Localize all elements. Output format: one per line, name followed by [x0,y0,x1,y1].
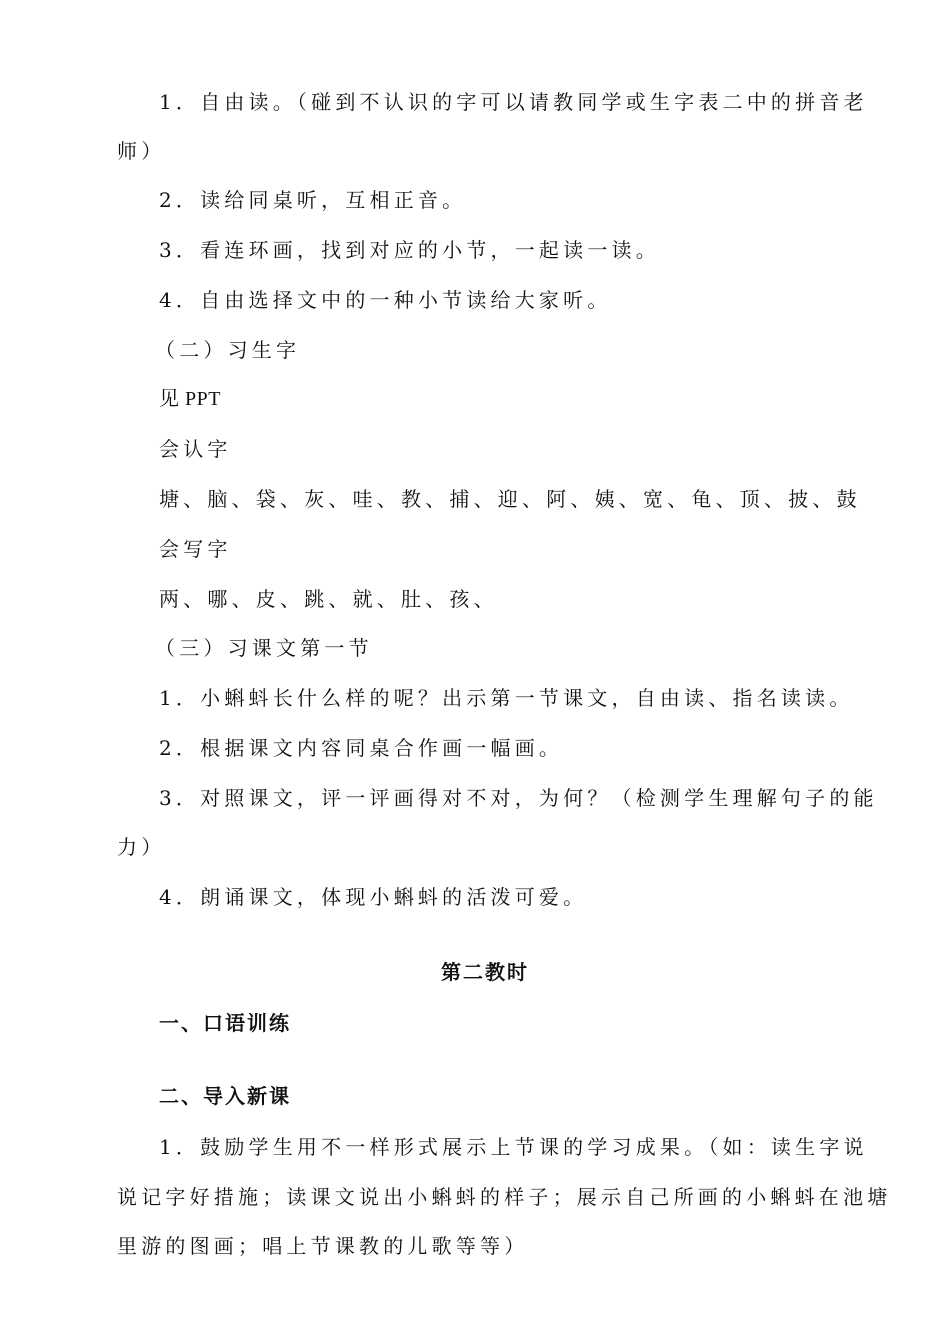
paragraph-line: 3．对照课文，评一评画得对不对，为何？（检测学生理解句子的能 [159,786,878,810]
paragraph-line: 见 PPT [159,388,221,410]
character-list: 两、哪、皮、跳、就、肚、孩、 [159,587,498,611]
section-heading: 二、导入新课 [159,1084,291,1108]
paragraph-line: 3．看连环画，找到对应的小节，一起读一读。 [159,238,660,262]
paragraph-line: 1．自由读。（碰到不认识的字可以请教同学或生字表二中的拼音老 [159,90,868,114]
paragraph-line: 1．鼓励学生用不一样形式展示上节课的学习成果。（如：读生字说 [159,1135,868,1159]
section-heading: （三）习课文第一节 [155,636,373,660]
paragraph-line: 会写字 [159,537,232,561]
paragraph-line: 说记字好措施；读课文说出小蝌蚪的样子；展示自己所画的小蝌蚪在池塘 [117,1185,892,1209]
paragraph-line: 里游的图画；唱上节课教的儿歌等等） [117,1234,529,1258]
paragraph-line: 1．小蝌蚪长什么样的呢？出示第一节课文，自由读、指名读读。 [159,686,854,710]
paragraph-line: 会认字 [159,437,232,461]
paragraph-line: 力） [117,835,166,859]
character-list: 塘、脑、袋、灰、哇、教、捕、迎、阿、姨、宽、龟、顶、披、鼓 [159,487,861,511]
paragraph-line: 4．朗诵课文，体现小蝌蚪的活泼可爱。 [159,885,588,909]
section-heading: （二）习生字 [155,338,301,362]
paragraph-line: 师） [117,139,166,163]
section-heading: 一、口语训练 [159,1011,291,1035]
paragraph-line: 2．根据课文内容同桌合作画一幅画。 [159,736,564,760]
lesson-title: 第二教时 [441,960,529,984]
paragraph-line: 4．自由选择文中的一种小节读给大家听。 [159,288,612,312]
paragraph-line: 2．读给同桌听，互相正音。 [159,188,467,212]
